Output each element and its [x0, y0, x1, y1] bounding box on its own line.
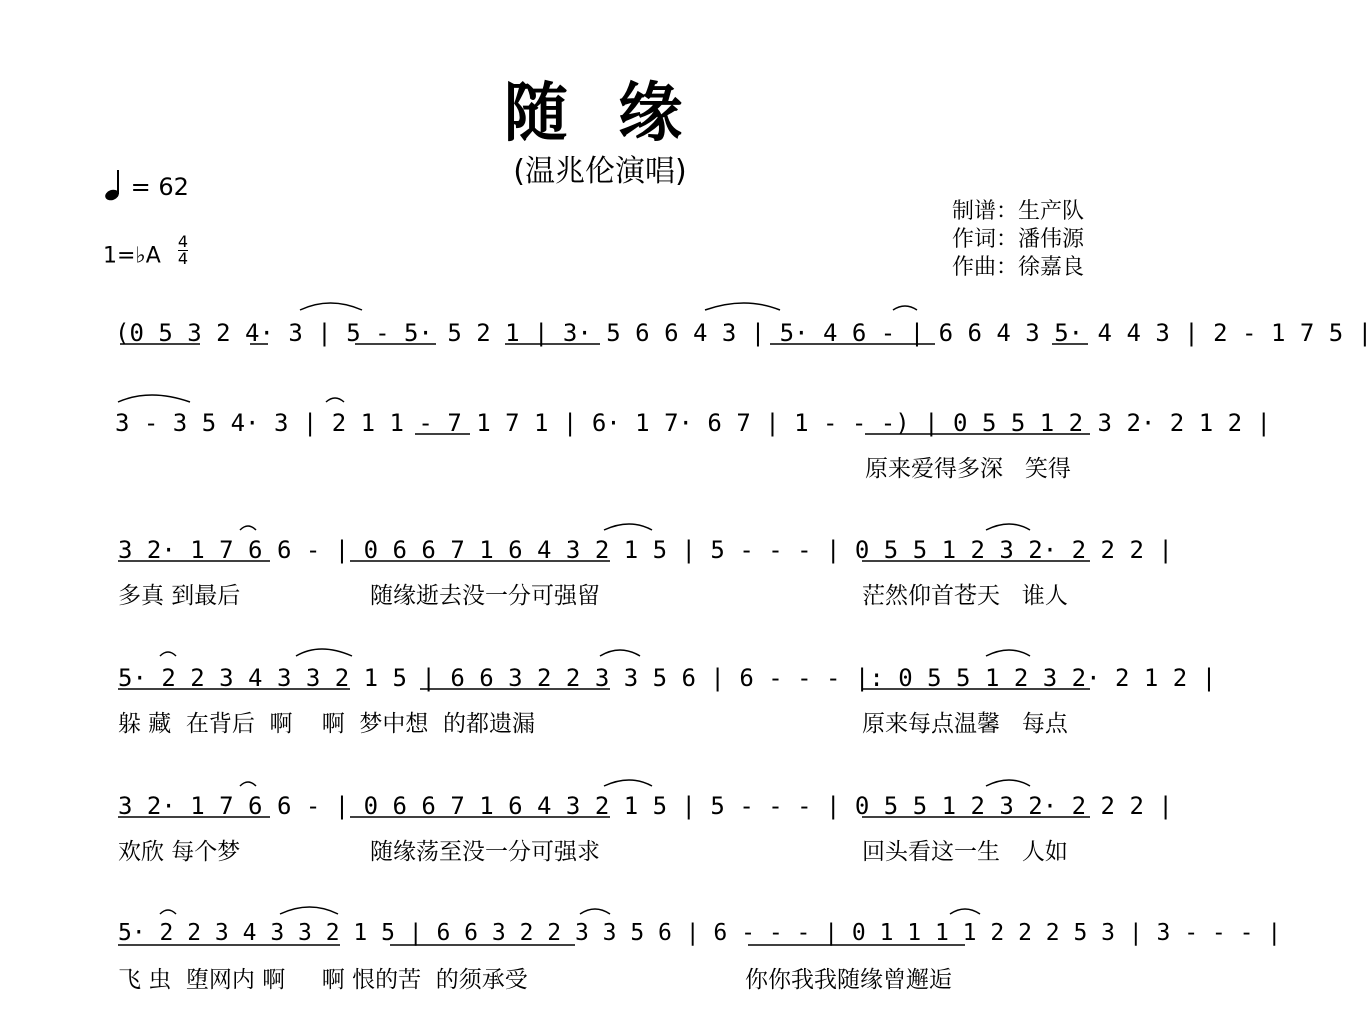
lyric-segment: 茫然仰首苍天 谁人: [862, 583, 1068, 609]
time-signature-top: 4: [177, 232, 189, 251]
song-title: 随 缘: [503, 77, 697, 151]
notation-line: 3 - 3 5 4· 3 | 2 1 1 - 7 1 7 1 | 6· 1 7· 6 7 | 1 - - -) | 0 5 5 1 2 3 2· 2 1 2 |: [115, 409, 1271, 437]
notation-line: 3 2· 1 7 6 6 - | 0 6 6 7 1 6 4 3 2 1 5 | 5 - - - | 0 5 5 1 2 3 2· 2 2 2 |: [118, 536, 1173, 564]
credits: [952, 198, 1084, 282]
song-subtitle: (温兆伦演唱): [513, 154, 687, 189]
quarter-note-icon: [105, 168, 123, 208]
credit-composer: 作曲：徐嘉良: [952, 255, 1085, 280]
lyric-segment: 欢欣 每个梦: [118, 839, 241, 865]
staff-row-2: [0, 395, 1271, 515]
staff-row-4: [0, 650, 1217, 770]
credit-arranger: 制谱：生产队: [952, 199, 1085, 224]
lyric-segment: 你你我我随缘曾邂逅: [745, 967, 952, 993]
key-signature: [103, 232, 189, 273]
lyric-segment: 飞 虫 堕网内 啊 啊 恨的苦 的须承受: [118, 967, 528, 993]
credit-lyricist: 作词：潘伟源: [952, 227, 1085, 252]
staff-row-5: [0, 778, 1200, 898]
notation-line: 5· 2 2 3 4 3 3 2 1 5 | 6 6 3 2 2 3 3 5 6 | 6 - - - |: 0 5 5 1 2 3 2· 2 1 2 |: [118, 664, 1217, 692]
lyric-segment: 躲 藏 在背后 啊 啊 梦中想 的都遗漏: [118, 711, 536, 737]
staff-row-6: [0, 906, 1282, 1026]
lyric-segment: 回头看这一生 人如: [862, 839, 1068, 865]
lyric-segment: 随缘逝去没一分可强留: [370, 583, 600, 609]
tempo-marking: [105, 168, 189, 208]
notation-line: 5· 2 2 3 4 3 3 2 1 5 | 6 6 3 2 2 3 3 5 6 | 6 - - - | 0 1 1 1 1 2 2 2 5 3 | 3 - - - |: [118, 920, 1282, 946]
lyric-segment: 随缘荡至没一分可强求: [370, 839, 600, 865]
lyric-line: 原来爱得多深 笑得: [865, 456, 1071, 482]
notation-line: 3 2· 1 7 6 6 - | 0 6 6 7 1 6 4 3 2 1 5 | 5 - - - | 0 5 5 1 2 3 2· 2 2 2 |: [118, 792, 1173, 820]
time-signature-bottom: 4: [177, 249, 189, 268]
staff-row-3: [0, 522, 1200, 642]
notation-line: (0 5 3 2 4· 3 | 5 - 5· 5 2 1 | 3· 5 6 6 4 3 | 5· 4 6 - | 6 6 4 3 5· 4 4 3 | 2 - 1 7 5 |: [115, 319, 1372, 347]
lyric-segment: 原来每点温馨 每点: [862, 711, 1068, 737]
lyric-segment: 多真 到最后: [118, 583, 241, 609]
key-label: 1=♭A: [103, 243, 161, 269]
tempo-value: = 62: [130, 173, 189, 201]
time-signature: [178, 234, 188, 267]
